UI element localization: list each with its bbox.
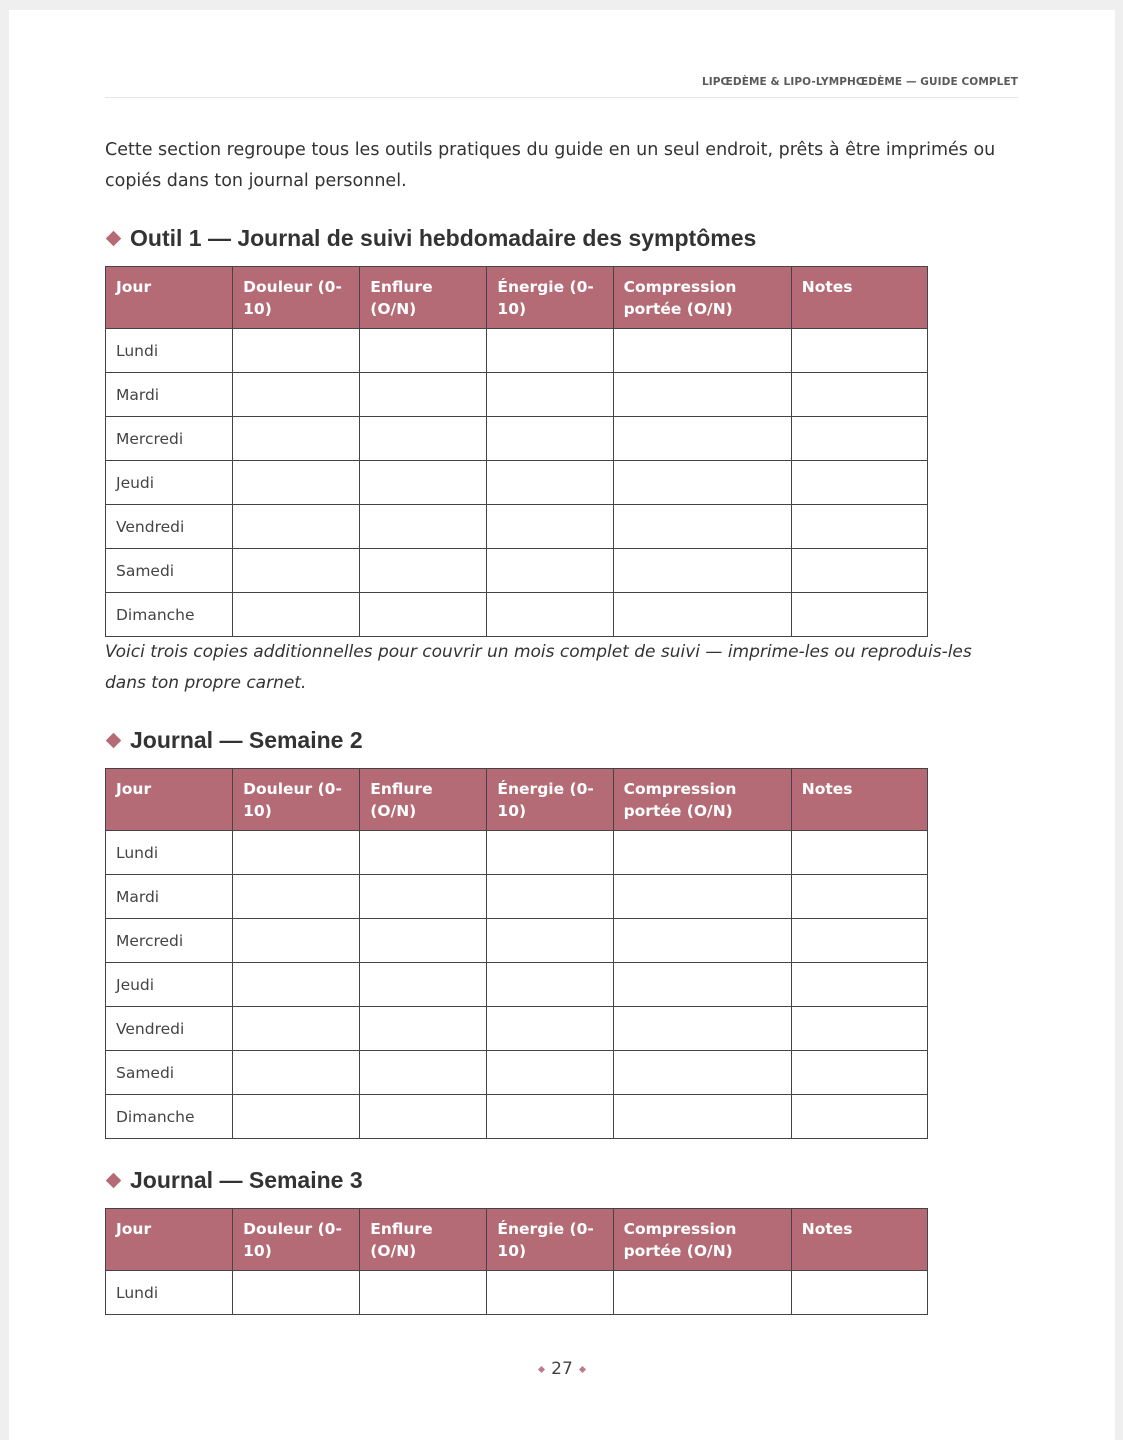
pain-cell[interactable] — [233, 1051, 360, 1095]
column-header-swelling: Enflure (O/N) — [360, 769, 487, 831]
column-header-notes: Notes — [791, 267, 927, 329]
compression-cell[interactable] — [613, 831, 791, 875]
intro-paragraph: Cette section regroupe tous les outils pratiques du guide en un seul endroit, prêts à être imprimés ou copiés dans ton journal personnel. — [105, 140, 996, 191]
table-row — [106, 505, 928, 549]
swelling-cell[interactable] — [360, 875, 487, 919]
pain-cell[interactable] — [233, 831, 360, 875]
column-header-pain: Douleur (0-10) — [233, 769, 360, 831]
document-page — [9, 10, 1115, 1440]
table-row — [106, 875, 928, 919]
day-cell: Dimanche — [106, 593, 233, 637]
day-cell: Mardi — [106, 875, 233, 919]
pain-cell[interactable] — [233, 549, 360, 593]
energy-cell[interactable] — [487, 875, 613, 919]
notes-cell[interactable] — [791, 1271, 927, 1315]
notes-cell[interactable] — [791, 1007, 927, 1051]
pain-cell[interactable] — [233, 919, 360, 963]
column-header-compression: Compression portée (O/N) — [613, 1209, 791, 1271]
symptom-table-week2 — [105, 768, 928, 1139]
column-header-day: Jour — [106, 267, 233, 329]
table-row — [106, 329, 928, 373]
notes-cell[interactable] — [791, 417, 927, 461]
day-cell: Lundi — [106, 831, 233, 875]
column-header-compression: Compression portée (O/N) — [613, 769, 791, 831]
energy-cell[interactable] — [487, 505, 613, 549]
page-number: 27 — [551, 1359, 573, 1379]
column-header-energy: Énergie (0-10) — [487, 769, 613, 831]
table-row — [106, 417, 928, 461]
compression-cell[interactable] — [613, 373, 791, 417]
notes-cell[interactable] — [791, 919, 927, 963]
notes-cell[interactable] — [791, 329, 927, 373]
swelling-cell[interactable] — [360, 593, 487, 637]
pain-cell[interactable] — [233, 505, 360, 549]
compression-cell[interactable] — [613, 919, 791, 963]
column-header-swelling: Enflure (O/N) — [360, 267, 487, 329]
swelling-cell[interactable] — [360, 963, 487, 1007]
notes-cell[interactable] — [791, 373, 927, 417]
day-cell: Vendredi — [106, 1007, 233, 1051]
column-header-day: Jour — [106, 1209, 233, 1271]
section-heading-week2 — [105, 727, 363, 754]
column-header-compression: Compression portée (O/N) — [613, 267, 791, 329]
notes-cell[interactable] — [791, 461, 927, 505]
swelling-cell[interactable] — [360, 1051, 487, 1095]
pain-cell[interactable] — [233, 593, 360, 637]
day-cell: Lundi — [106, 1271, 233, 1315]
notes-cell[interactable] — [791, 963, 927, 1007]
day-cell: Mercredi — [106, 417, 233, 461]
compression-cell[interactable] — [613, 875, 791, 919]
table-row — [106, 963, 928, 1007]
pain-cell[interactable] — [233, 1271, 360, 1315]
header-divider — [105, 97, 1018, 98]
compression-cell[interactable] — [613, 1051, 791, 1095]
table-header-row — [106, 1209, 928, 1271]
energy-cell[interactable] — [487, 549, 613, 593]
page-footer — [9, 1359, 1115, 1379]
energy-cell[interactable] — [487, 1271, 613, 1315]
notes-cell[interactable] — [791, 505, 927, 549]
column-header-energy: Énergie (0-10) — [487, 267, 613, 329]
pain-cell[interactable] — [233, 875, 360, 919]
swelling-cell[interactable] — [360, 461, 487, 505]
column-header-pain: Douleur (0-10) — [233, 1209, 360, 1271]
swelling-cell[interactable] — [360, 1271, 487, 1315]
column-header-energy: Énergie (0-10) — [487, 1209, 613, 1271]
swelling-cell[interactable] — [360, 329, 487, 373]
swelling-cell[interactable] — [360, 1095, 487, 1139]
energy-cell[interactable] — [487, 329, 613, 373]
table-row — [106, 1007, 928, 1051]
section-title: Outil 1 — Journal de suivi hebdomadaire des symptômes — [130, 225, 757, 251]
energy-cell[interactable] — [487, 919, 613, 963]
energy-cell[interactable] — [487, 1095, 613, 1139]
energy-cell[interactable] — [487, 1007, 613, 1051]
swelling-cell[interactable] — [360, 1007, 487, 1051]
energy-cell[interactable] — [487, 593, 613, 637]
compression-cell[interactable] — [613, 963, 791, 1007]
symptom-table-week1 — [105, 266, 928, 637]
table-row — [106, 831, 928, 875]
pain-cell[interactable] — [233, 373, 360, 417]
table-row — [106, 1095, 928, 1139]
compression-cell[interactable] — [613, 505, 791, 549]
diamond-ornament-icon — [579, 1365, 586, 1372]
compression-cell[interactable] — [613, 593, 791, 637]
energy-cell[interactable] — [487, 461, 613, 505]
notes-cell[interactable] — [791, 1051, 927, 1095]
diamond-icon — [106, 1173, 122, 1189]
additional-copies-note: Voici trois copies additionnelles pour couvrir un mois complet de suivi — imprime-les ou reproduis-les dans ton propre carnet. — [105, 642, 972, 693]
day-cell: Samedi — [106, 1051, 233, 1095]
column-header-swelling: Enflure (O/N) — [360, 1209, 487, 1271]
pain-cell[interactable] — [233, 1095, 360, 1139]
swelling-cell[interactable] — [360, 505, 487, 549]
day-cell: Vendredi — [106, 505, 233, 549]
table-row — [106, 461, 928, 505]
notes-cell[interactable] — [791, 593, 927, 637]
compression-cell[interactable] — [613, 1271, 791, 1315]
compression-cell[interactable] — [613, 329, 791, 373]
pain-cell[interactable] — [233, 417, 360, 461]
table-row — [106, 919, 928, 963]
table-row — [106, 549, 928, 593]
section-title: Journal — Semaine 2 — [130, 727, 363, 753]
pain-cell[interactable] — [233, 461, 360, 505]
column-header-notes: Notes — [791, 1209, 927, 1271]
swelling-cell[interactable] — [360, 549, 487, 593]
running-header: LIPŒDÈME & LIPO-LYMPHŒDÈME — GUIDE COMPLET — [701, 76, 1018, 88]
column-header-pain: Douleur (0-10) — [233, 267, 360, 329]
compression-cell[interactable] — [613, 1007, 791, 1051]
symptom-table-week3 — [105, 1208, 928, 1315]
table-header-row — [106, 267, 928, 329]
notes-cell[interactable] — [791, 831, 927, 875]
day-cell: Jeudi — [106, 963, 233, 1007]
energy-cell[interactable] — [487, 417, 613, 461]
swelling-cell[interactable] — [360, 373, 487, 417]
swelling-cell[interactable] — [360, 417, 487, 461]
energy-cell[interactable] — [487, 373, 613, 417]
compression-cell[interactable] — [613, 1095, 791, 1139]
diamond-icon — [106, 231, 122, 247]
column-header-day: Jour — [106, 769, 233, 831]
energy-cell[interactable] — [487, 1051, 613, 1095]
notes-cell[interactable] — [791, 1095, 927, 1139]
day-cell: Mardi — [106, 373, 233, 417]
energy-cell[interactable] — [487, 831, 613, 875]
section-heading-tool1 — [105, 225, 756, 252]
compression-cell[interactable] — [613, 549, 791, 593]
table-header-row — [106, 769, 928, 831]
compression-cell[interactable] — [613, 417, 791, 461]
energy-cell[interactable] — [487, 963, 613, 1007]
notes-cell[interactable] — [791, 875, 927, 919]
diamond-icon — [106, 733, 122, 749]
table-row — [106, 1271, 928, 1315]
section-heading-week3 — [105, 1167, 363, 1194]
day-cell: Lundi — [106, 329, 233, 373]
day-cell: Samedi — [106, 549, 233, 593]
day-cell: Jeudi — [106, 461, 233, 505]
table-row — [106, 593, 928, 637]
day-cell: Mercredi — [106, 919, 233, 963]
table-row — [106, 373, 928, 417]
pain-cell[interactable] — [233, 963, 360, 1007]
swelling-cell[interactable] — [360, 831, 487, 875]
notes-cell[interactable] — [791, 549, 927, 593]
swelling-cell[interactable] — [360, 919, 487, 963]
day-cell: Dimanche — [106, 1095, 233, 1139]
diamond-ornament-icon — [538, 1365, 545, 1372]
compression-cell[interactable] — [613, 461, 791, 505]
pain-cell[interactable] — [233, 1007, 360, 1051]
column-header-notes: Notes — [791, 769, 927, 831]
table-row — [106, 1051, 928, 1095]
section-title: Journal — Semaine 3 — [130, 1167, 363, 1193]
pain-cell[interactable] — [233, 329, 360, 373]
